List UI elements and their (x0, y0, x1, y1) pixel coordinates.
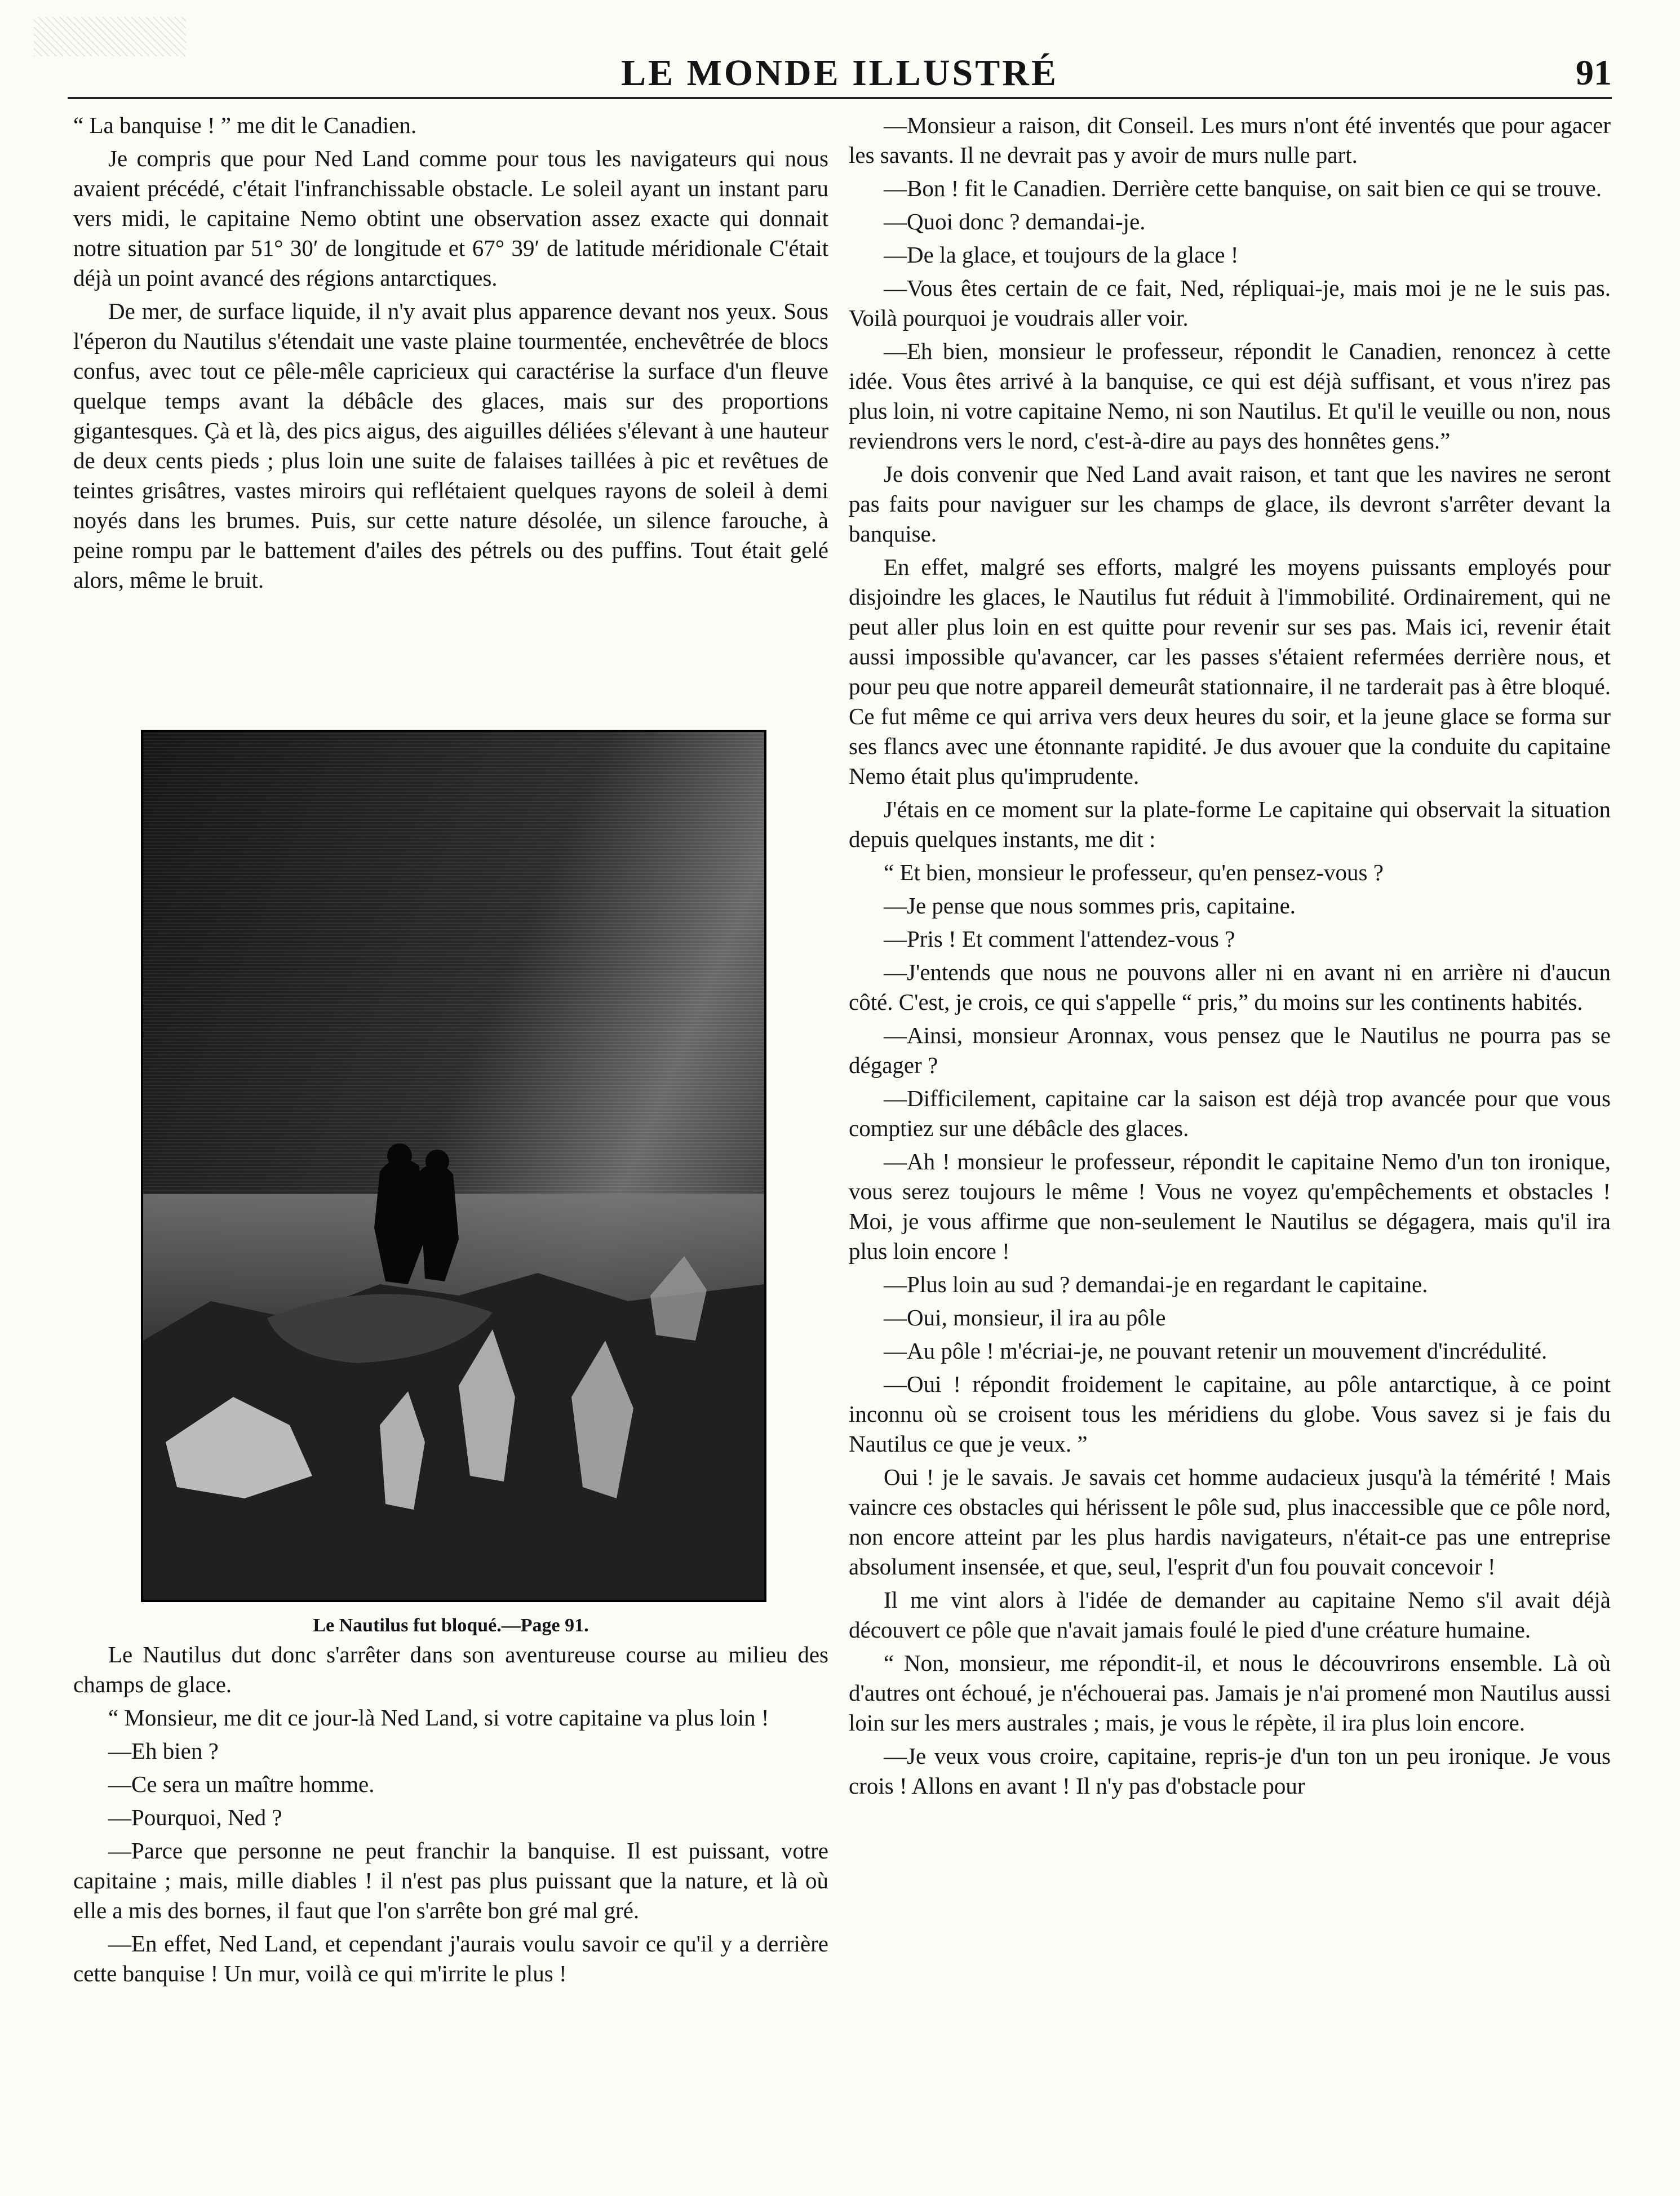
paragraph: Je dois convenir que Ned Land avait raison, et tant que les navires ne seront pas faits pour naviguer sur les champs de glace, ils devront s'arrêter devant la banquise. (849, 461, 1611, 547)
print-speckle (34, 17, 186, 56)
paragraph: De mer, de surface liquide, il n'y avait plus apparence devant nos yeux. Sous l'éperon du Nautilus s'étendait une vaste plaine tourmentée, enchevêtrée de blocs confus, avec tout ce pêle-mêle capricieux qui caractérise la surface d'un fleuve quelque temps avant la débâcle des glaces, mais sur des proportions gigantesques. Çà et là, des pics aigus, des aiguilles déliées s'élevant à une hauteur de deux cents pieds ; plus loin une suite de falaises taillées à pic et revêtues de teintes grisâtres, vastes miroirs qui reflétaient quelques rayons de soleil à demi noyés dans les brumes. Puis, sur cette nature désolée, un silence farouche, à peine rompu par le battement d'ailes des pétrels ou des puffins. Tout était gelé alors, même le bruit. (73, 298, 828, 593)
paragraph: En effet, malgré ses efforts, malgré les moyens puissants employés pour disjoindre les glaces, le Nautilus fut réduit à l'immobilité. Ordinairement, qui ne peut aller plus loin en est quitte pour revenir sur ses pas. Mais ici, revenir était aussi impossible qu'avancer, car les passes s'étaient refermées derrière nous, et pour peu que notre appareil demeurât stationnaire, il ne tarderait pas à être bloqué. Ce fut même ce qui arriva vers deux heures du soir, et la jeune glace se forma sur ses flancs avec une étonnante rapidité. Je dus avouer que la conduite du capitaine Nemo était plus qu'imprudente. (849, 554, 1611, 789)
paragraph: “ Et bien, monsieur le professeur, qu'en pensez-vous ? (884, 859, 1384, 885)
left-column-top (73, 110, 828, 598)
paragraph: —Oui, monsieur, il ira au pôle (884, 1305, 1166, 1330)
engraving-illustration (141, 730, 766, 1602)
paragraph: “ La banquise ! ” me dit le Canadien. (73, 112, 417, 138)
paragraph: —De la glace, et toujours de la glace ! (884, 242, 1239, 268)
paragraph: —Eh bien, monsieur le professeur, répondit le Canadien, renoncez à cette idée. Vous êtes arrivé à la banquise, ce qui est déjà suffisant, et vous n'irez pas plus loin, ni votre capitaine Nemo, ni son Nautilus. Et qu'il le veuille ou non, nous reviendrons vers le nord, c'est-à-dire au pays des honnêtes gens.” (849, 338, 1611, 454)
figure-caption: Le Nautilus fut bloqué.—Page 91. (313, 1615, 589, 1636)
paragraph: —Vous êtes certain de ce fait, Ned, répliquai-je, mais moi je ne le suis pas. Voilà pourquoi je voudrais aller voir. (849, 275, 1611, 331)
paragraph: —Pris ! Et comment l'attendez-vous ? (884, 926, 1235, 952)
paragraph: —J'entends que nous ne pouvons aller ni en avant ni en arrière ni d'aucun côté. C'est, je crois, ce qui s'appelle “ pris,” du moins sur les continents habités. (849, 959, 1611, 1015)
paragraph: Oui ! je le savais. Je savais cet homme audacieux jusqu'à la témérité ! Mais vaincre ces obstacles qui hérissent le pôle sud, plus inaccessible que ce pôle nord, non encore atteint par les plus hardis navigateurs, n'était-ce pas une entreprise absolument insensée, et que, seul, l'esprit d'un fou pouvait concevoir ! (849, 1464, 1611, 1580)
paragraph: Le Nautilus dut donc s'arrêter dans son aventureuse course au milieu des champs de glace. (73, 1642, 828, 1697)
paragraph: —Bon ! fit le Canadien. Derrière cette banquise, on sait bien ce qui se trouve. (884, 175, 1602, 201)
paragraph: —Ah ! monsieur le professeur, répondit le capitaine Nemo d'un ton ironique, vous serez toujours le même ! Vous ne voyez qu'empêchements et obstacles ! Moi, je vous affirme que non-seulement le Nautilus se dégagera, mais qu'il ira plus loin encore ! (849, 1148, 1611, 1264)
paragraph: Je compris que pour Ned Land comme pour tous les navigateurs qui nous avaient précédé, c'était l'infranchissable obstacle. Le soleil ayant un instant paru vers midi, le capitaine Nemo obtint une observation assez exacte qui donnait notre situation par 51° 30′ de longitude et 67° 39′ de latitude méridionale C'était déjà un point avancé des régions antarctiques. (73, 145, 828, 291)
paragraph: “ Monsieur, me dit ce jour-là Ned Land, si votre capitaine va plus loin ! (108, 1705, 769, 1731)
paragraph: —Oui ! répondit froidement le capitaine, au pôle antarctique, à ce point inconnu où se croisent tous les méridiens du globe. Vous savez si je fais du Nautilus ce que je veux. ” (849, 1371, 1611, 1457)
right-column (849, 110, 1611, 1804)
paragraph: —Ce sera un maître homme. (108, 1771, 375, 1797)
paragraph: —Ainsi, monsieur Aronnax, vous pensez que le Nautilus ne pourra pas se dégager ? (849, 1022, 1611, 1078)
paragraph: —Parce que personne ne peut franchir la banquise. Il est puissant, votre capitaine ; mais, mille diables ! il n'est pas plus puissant que la nature, et là où elle a mis des bornes, il faut que l'on s'arrête bon gré mal gré. (73, 1838, 828, 1923)
paragraph: —Plus loin au sud ? demandai-je en regardant le capitaine. (884, 1271, 1428, 1297)
paragraph: Il me vint alors à l'idée de demander au capitaine Nemo s'il avait déjà découvert ce pôle que n'avait jamais foulé le pied d'une créature humaine. (849, 1587, 1611, 1643)
masthead-title: LE MONDE ILLUSTRÉ (621, 52, 1058, 94)
page-header (68, 52, 1612, 99)
left-column-bottom (73, 1640, 828, 1992)
paragraph: J'étais en ce moment sur la plate-forme Le capitaine qui observait la situation depuis quelques instants, me dit : (849, 796, 1611, 852)
paragraph: —Je pense que nous sommes pris, capitaine. (884, 893, 1296, 919)
paragraph: —Quoi donc ? demandai-je. (884, 208, 1146, 234)
paragraph: —Au pôle ! m'écriai-je, ne pouvant retenir un mouvement d'incrédulité. (884, 1338, 1548, 1364)
paragraph: —Monsieur a raison, dit Conseil. Les murs n'ont été inventés que pour agacer les savants. Il ne devrait pas y avoir de murs nulle part. (849, 112, 1611, 168)
page-number: 91 (1576, 52, 1612, 92)
paragraph: —Je veux vous croire, capitaine, repris-je d'un ton un peu ironique. Je vous crois ! Allons en avant ! Il n'y pas d'obstacle pour (849, 1743, 1611, 1799)
paragraph: —Eh bien ? (108, 1738, 219, 1764)
paragraph: —Difficilement, capitaine car la saison est déjà trop avancée pour que vous comptiez sur une débâcle des glaces. (849, 1085, 1611, 1141)
paragraph: —Pourquoi, Ned ? (108, 1804, 282, 1830)
paragraph: —En effet, Ned Land, et cependant j'aurais voulu savoir ce qu'il y a derrière cette banquise ! Un mur, voilà ce qui m'irrite le plus ! (73, 1931, 828, 1986)
paragraph: “ Non, monsieur, me répondit-il, et nous le découvrirons ensemble. Là où d'autres ont échoué, je n'échouerai pas. Jamais je n'ai promené mon Nautilus aussi loin sur les mers australes ; mais, je vous le répète, il ira plus loin encore. (849, 1650, 1611, 1736)
engraving-image (143, 732, 764, 1600)
